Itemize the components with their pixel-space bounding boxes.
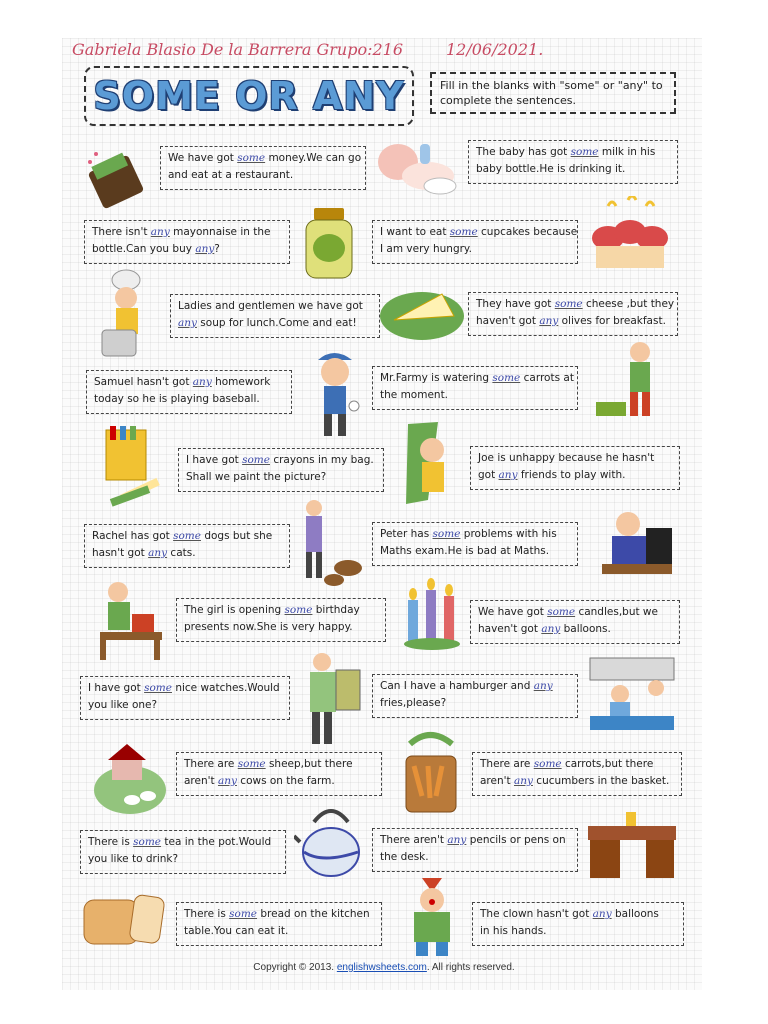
handwritten-answer: any xyxy=(447,834,467,846)
sentence-line xyxy=(380,387,570,404)
sentence-line xyxy=(476,144,670,161)
sentence-line xyxy=(92,241,282,258)
handwritten-answer: some xyxy=(144,682,172,694)
student-name-handwriting: Gabriela Blasio De la Barrera Grupo:216 xyxy=(72,40,403,59)
sentence-text: There are xyxy=(480,758,534,770)
sentence-line xyxy=(380,678,570,695)
sentence-text: cupcakes because xyxy=(477,226,578,238)
sentence-line xyxy=(380,224,578,241)
handwritten-answer: any xyxy=(592,908,612,920)
handwritten-answer: some xyxy=(284,604,313,616)
sentence-text: Ladies and gentlemen we have got xyxy=(178,300,363,312)
sentence-text: dogs but she xyxy=(200,530,273,542)
sentence-line xyxy=(478,604,672,621)
chef-soup-icon xyxy=(92,268,160,360)
sentence-text: Can I have a hamburger and xyxy=(380,680,534,692)
sentence-box xyxy=(472,902,684,946)
sentence-text: There is xyxy=(184,908,230,920)
sentence-text: balloons xyxy=(611,908,659,920)
sentence-text: candles,but we xyxy=(575,606,658,618)
sentence-text: birthday xyxy=(312,604,360,616)
sentence-line xyxy=(476,313,670,330)
sentence-line xyxy=(92,528,282,545)
handwritten-answer: some xyxy=(237,152,266,164)
instruction-line-2: complete the sentences. xyxy=(440,94,576,107)
instruction-line-1: Fill in the blanks with "some" or "any" to xyxy=(440,79,663,92)
sentence-text: cats. xyxy=(167,547,196,559)
sentence-line xyxy=(184,619,378,636)
sentence-text: Maths exam.He is bad at Maths. xyxy=(380,545,550,557)
farm-icon xyxy=(92,730,168,816)
sentence-line xyxy=(480,756,674,773)
sentence-line xyxy=(478,467,672,484)
baseball-boy-icon xyxy=(304,346,366,442)
handwritten-answer: some xyxy=(570,146,599,158)
sentence-text: carrots,but there xyxy=(561,758,654,770)
sentence-line xyxy=(184,923,374,940)
sentence-text: haven't got xyxy=(476,315,540,327)
site-link[interactable]: englishwsheets.com xyxy=(336,962,427,973)
sentence-line xyxy=(184,773,374,790)
sentence-text: Joe is unhappy because he hasn't xyxy=(478,452,655,464)
handwritten-answer: some xyxy=(492,372,521,384)
candles-icon xyxy=(402,572,462,652)
farmer-watering-icon xyxy=(594,338,670,422)
sentence-line xyxy=(380,526,570,543)
sentence-text: There isn't xyxy=(92,226,151,238)
handwritten-answer: any xyxy=(533,680,553,692)
sentence-text: you like one? xyxy=(88,699,158,711)
baby-icon xyxy=(370,136,464,200)
sentence-line xyxy=(92,224,282,241)
sentence-text: the desk. xyxy=(380,851,429,863)
sentence-text: the moment. xyxy=(380,389,449,401)
sentence-line xyxy=(92,545,282,562)
sentence-line xyxy=(480,923,676,940)
sentence-line xyxy=(88,680,282,697)
sentence-text: friends to play with. xyxy=(517,469,626,481)
sentence-text: cheese ,but they xyxy=(582,298,675,310)
sentence-text: tea in the pot.Would xyxy=(161,836,272,848)
sentence-box xyxy=(84,524,290,568)
sentence-box xyxy=(80,830,286,874)
sentence-box xyxy=(372,674,578,718)
sentence-text: milk in his xyxy=(598,146,656,158)
sentence-text: carrots at xyxy=(520,372,574,384)
sentence-text: got xyxy=(478,469,499,481)
sentence-line xyxy=(476,161,670,178)
sentence-text: homework xyxy=(211,376,271,388)
sentence-text: and eat at a restaurant. xyxy=(168,169,294,181)
sentence-line xyxy=(380,543,570,560)
sentence-text: bottle.Can you buy xyxy=(92,243,196,255)
sentence-box xyxy=(470,446,680,490)
sentence-box xyxy=(470,600,680,644)
date-handwriting: 12/06/2021. xyxy=(446,40,544,59)
sentence-line xyxy=(88,851,278,868)
sentence-line xyxy=(168,150,362,167)
sentence-box xyxy=(86,370,292,414)
sentence-text: hasn't got xyxy=(92,547,149,559)
handwritten-answer: any xyxy=(539,315,559,327)
handwritten-answer: any xyxy=(148,547,168,559)
sentence-text: balloons. xyxy=(560,623,611,635)
desk-icon xyxy=(584,810,680,882)
sentence-box xyxy=(80,676,290,720)
sentence-text: sheep,but there xyxy=(265,758,353,770)
sentence-box xyxy=(372,220,578,264)
sentence-line xyxy=(184,756,374,773)
sentence-text: I want to eat xyxy=(380,226,450,238)
sentence-text: in his hands. xyxy=(480,925,547,937)
clown-icon xyxy=(392,874,472,958)
sentence-text: money.We can go xyxy=(265,152,362,164)
sentence-box xyxy=(160,146,366,190)
sentence-text: We have got xyxy=(478,606,548,618)
watch-seller-icon xyxy=(300,650,366,750)
sentence-text: There aren't xyxy=(380,834,448,846)
handwritten-answer: any xyxy=(498,469,518,481)
sentence-line xyxy=(88,697,282,714)
sentence-text: presents now.She is very happy. xyxy=(184,621,353,633)
hamburger-counter-icon xyxy=(586,654,678,734)
handwritten-answer: any xyxy=(541,623,561,635)
sentence-box xyxy=(176,752,382,796)
sentence-box xyxy=(84,220,290,264)
sentence-line xyxy=(186,452,376,469)
handwritten-answer: some xyxy=(133,836,162,848)
copyright-suffix: . All rights reserved. xyxy=(426,962,515,973)
sentence-line xyxy=(88,834,278,851)
sentence-text: There are xyxy=(184,758,238,770)
sentence-text: nice watches.Would xyxy=(171,682,280,694)
handwritten-answer: any xyxy=(150,226,170,238)
sentence-box xyxy=(176,902,382,946)
handwritten-answer: some xyxy=(547,606,576,618)
handwritten-answer: any xyxy=(178,317,197,329)
sentence-box xyxy=(372,828,578,872)
sentence-line xyxy=(186,469,376,486)
sentence-text: olives for breakfast. xyxy=(558,315,666,327)
wallet-icon xyxy=(86,144,152,214)
copyright-footer xyxy=(0,962,768,973)
sentence-text: problems with his xyxy=(460,528,557,540)
handwritten-answer: any xyxy=(217,775,237,787)
sentence-text: fries,please? xyxy=(380,697,447,709)
handwritten-answer: some xyxy=(533,758,562,770)
sentence-box xyxy=(468,140,678,184)
handwritten-answer: some xyxy=(449,226,478,238)
sentence-line xyxy=(380,832,570,849)
sentence-text: today so he is playing baseball. xyxy=(94,393,260,405)
student-desk-icon xyxy=(598,498,678,584)
sentence-text: table.You can eat it. xyxy=(184,925,289,937)
sentence-text: cows on the farm. xyxy=(236,775,335,787)
copyright-prefix: Copyright © 2013. xyxy=(253,962,337,973)
sentence-box xyxy=(372,522,578,566)
sentence-text: baby bottle.He is drinking it. xyxy=(476,163,626,175)
sentence-text: The girl is opening xyxy=(184,604,285,616)
sentence-line xyxy=(478,621,672,638)
handwritten-answer: some xyxy=(554,298,583,310)
sentence-line xyxy=(478,450,672,467)
handwritten-answer: some xyxy=(237,758,266,770)
sentence-text: aren't xyxy=(480,775,514,787)
sad-boy-icon xyxy=(398,420,460,512)
sentence-text: They have got xyxy=(476,298,555,310)
handwritten-answer: some xyxy=(229,908,258,920)
sentence-text: cucumbers in the basket. xyxy=(532,775,670,787)
mayonnaise-jar-icon xyxy=(302,204,356,282)
sentence-text: bread on the kitchen xyxy=(257,908,370,920)
sentence-line xyxy=(178,315,372,332)
sentence-text: I have got xyxy=(88,682,145,694)
sentence-text: There is xyxy=(88,836,134,848)
sentence-line xyxy=(380,241,570,258)
handwritten-answer: any xyxy=(192,376,212,388)
sentence-text: you like to drink? xyxy=(88,853,179,865)
sentence-text: Shall we paint the picture? xyxy=(186,471,327,483)
girl-presents-icon xyxy=(96,574,166,662)
sentence-text: crayons in my bag. xyxy=(269,454,374,466)
sentence-box xyxy=(472,752,682,796)
handwritten-answer: any xyxy=(195,243,215,255)
sentence-text: pencils or pens on xyxy=(466,834,566,846)
carrot-basket-icon xyxy=(398,726,464,818)
sentence-text: The clown hasn't got xyxy=(480,908,593,920)
sentence-box xyxy=(372,366,578,410)
sentence-text: Samuel hasn't got xyxy=(94,376,193,388)
sentence-text: mayonnaise in the xyxy=(169,226,271,238)
handwritten-answer: some xyxy=(432,528,461,540)
sentence-line xyxy=(184,906,374,923)
sentence-text: aren't xyxy=(184,775,218,787)
handwritten-answer: any xyxy=(513,775,533,787)
cupcakes-icon xyxy=(588,196,672,278)
sentence-text: ? xyxy=(214,243,220,255)
sentence-line xyxy=(184,602,378,619)
sentence-box xyxy=(468,292,678,336)
sentence-line xyxy=(480,773,674,790)
teapot-icon xyxy=(294,802,368,882)
handwritten-answer: some xyxy=(173,530,201,542)
sentence-text: We have got xyxy=(168,152,238,164)
instruction-box xyxy=(430,72,676,114)
page-title: SOME OR ANY xyxy=(93,74,405,118)
sentence-box xyxy=(170,294,380,338)
sentence-line xyxy=(380,849,570,866)
sentence-line xyxy=(94,391,284,408)
sentence-line xyxy=(380,695,570,712)
sentence-line xyxy=(94,374,284,391)
sentence-box xyxy=(176,598,386,642)
cheese-icon xyxy=(378,284,466,342)
sentence-text: I am very hungry. xyxy=(380,243,472,255)
sentence-text: I have got xyxy=(186,454,243,466)
sentence-line xyxy=(380,370,574,387)
sentence-line xyxy=(480,906,676,923)
sentence-text: haven't got xyxy=(478,623,542,635)
sentence-text: Peter has xyxy=(380,528,433,540)
sentence-text: The baby has got xyxy=(476,146,571,158)
handwritten-answer: some xyxy=(242,454,270,466)
bread-icon xyxy=(80,886,170,948)
sentence-line xyxy=(476,296,675,313)
crayons-icon xyxy=(100,426,166,508)
sentence-box xyxy=(178,448,384,492)
dog-walker-icon xyxy=(294,498,368,588)
sentence-text: Rachel has got xyxy=(92,530,174,542)
sentence-line xyxy=(168,167,358,184)
sentence-text: Mr.Farmy is watering xyxy=(380,372,493,384)
sentence-text: soup for lunch.Come and eat! xyxy=(196,317,357,329)
sentence-line xyxy=(178,298,372,315)
title-box xyxy=(84,66,414,126)
